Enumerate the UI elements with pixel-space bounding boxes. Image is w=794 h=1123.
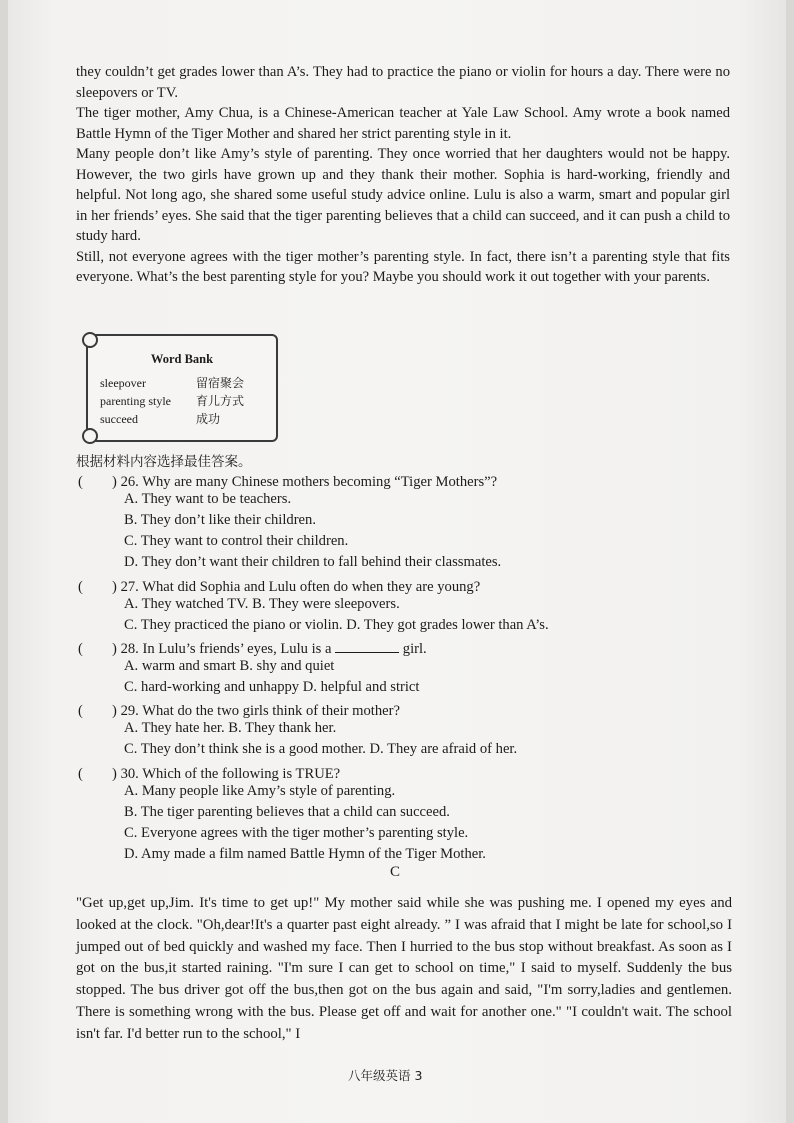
option-line: C. They practiced the piano or violin. D. They got grades lower than A’s. xyxy=(124,617,549,633)
passage-paragraph: they couldn’t get grades lower than A’s. They had to practice the piano or violin for hours a day. There were no sleepovers or TV. xyxy=(76,64,730,101)
answer-bracket[interactable]: ( ) xyxy=(78,579,117,595)
instruction: 根据材料内容选择最佳答案。 xyxy=(76,454,252,470)
word-bank-term: sleepover xyxy=(100,376,146,390)
word-bank-translation: 育儿方式 xyxy=(196,394,245,408)
option-line: D. Amy made a film named Battle Hymn of the Tiger Mother. xyxy=(124,846,486,862)
word-bank-box xyxy=(86,334,278,442)
word-bank-term: parenting style xyxy=(100,394,171,408)
option-line: A. They watched TV. B. They were sleepovers. xyxy=(124,596,400,612)
word-bank-entry xyxy=(100,392,244,409)
question-stem: 26. Why are many Chinese mothers becoming “Tiger Mothers”? xyxy=(120,474,498,490)
word-bank-translation: 留宿聚会 xyxy=(196,376,245,390)
passage-paragraph: Still, not everyone agrees with the tiger mother’s parenting style. In fact, there isn’t a parenting style that fits everyone. What’s the best parenting style for you? Maybe you should work it out together with your parents. xyxy=(76,248,730,285)
question-stem: 30. Which of the following is TRUE? xyxy=(120,766,341,782)
fill-blank[interactable] xyxy=(335,640,399,653)
question-stem: 27. What did Sophia and Lulu often do when they are young? xyxy=(120,579,481,595)
option-line: A. Many people like Amy’s style of parenting. xyxy=(124,783,396,799)
option-line: C. hard-working and unhappy D. helpful and strict xyxy=(124,679,420,695)
option-line: D. They don’t want their children to fall behind their classmates. xyxy=(124,554,502,570)
option-line: B. They don’t like their children. xyxy=(124,512,316,528)
word-bank-entry xyxy=(100,410,220,427)
answer-bracket[interactable]: ( ) xyxy=(78,641,117,657)
passage-paragraph: Many people don’t like Amy’s style of parenting. They once worried that her daughters would not be happy. However, the two girls have grown up and they thank their mother. Sophia is hard-working, friendly and helpful. Not long ago, she shared some useful study advice online. Lulu is also a warm, smart and popular girl in her friends’ eyes. She said that the tiger parenting believes that a child can succeed, and it can push a child to study hard. xyxy=(76,146,730,244)
section-label: C xyxy=(390,864,401,880)
question-28 xyxy=(78,637,427,658)
question-stem-end: girl. xyxy=(402,641,427,657)
question-30 xyxy=(78,762,340,783)
question-stem: 28. In Lulu’s friends’ eyes, Lulu is a xyxy=(120,641,332,657)
option-line: A. They want to be teachers. xyxy=(124,491,292,507)
answer-bracket[interactable]: ( ) xyxy=(78,474,117,490)
word-bank-translation: 成功 xyxy=(196,412,221,426)
word-bank-term: succeed xyxy=(100,412,138,426)
option-line: A. They hate her. B. They thank her. xyxy=(124,720,337,736)
word-bank-title: Word Bank xyxy=(150,352,214,366)
page-footer: 八年级英语 3 xyxy=(348,1068,423,1083)
word-bank-entry xyxy=(100,374,244,391)
option-line: C. They want to control their children. xyxy=(124,533,349,549)
question-26 xyxy=(78,470,497,491)
question-29 xyxy=(78,699,400,720)
answer-bracket[interactable]: ( ) xyxy=(78,766,117,782)
option-line: C. They don’t think she is a good mother. D. They are afraid of her. xyxy=(124,741,518,757)
option-line: C. Everyone agrees with the tiger mother’s parenting style. xyxy=(124,825,469,841)
passage-b xyxy=(76,62,730,288)
answer-bracket[interactable]: ( ) xyxy=(78,703,117,719)
question-stem: 29. What do the two girls think of their mother? xyxy=(120,703,400,719)
option-line: B. The tiger parenting believes that a child can succeed. xyxy=(124,804,450,820)
question-27 xyxy=(78,575,480,596)
passage-paragraph: The tiger mother, Amy Chua, is a Chinese-American teacher at Yale Law School. Amy wrote a book named Battle Hymn of the Tiger Mother and shared her strict parenting style in it. xyxy=(76,105,730,142)
passage-c: "Get up,get up,Jim. It's time to get up!" My mother said while she was pushing me. I opened my eyes and looked at the clock. "Oh,dear!It's a quarter past eight already. ” I was afraid that I might be late for school,so I jumped out of bed quickly and washed my face. Then I hurried to the bus stop without breakfast. As soon as I got on the bus,it started raining. "I'm sure I can get to school on time," I said to myself. Suddenly the bus stopped. The bus driver got off the bus,then got on the bus again and said, "I'm sorry,ladies and gentlemen. There is something wrong with the bus. Please get off and wait for another one." "I couldn't wait. The school isn't far. I'd better run to the school," I xyxy=(76,895,732,1042)
option-line: A. warm and smart B. shy and quiet xyxy=(124,658,335,674)
exam-page xyxy=(8,0,786,1123)
